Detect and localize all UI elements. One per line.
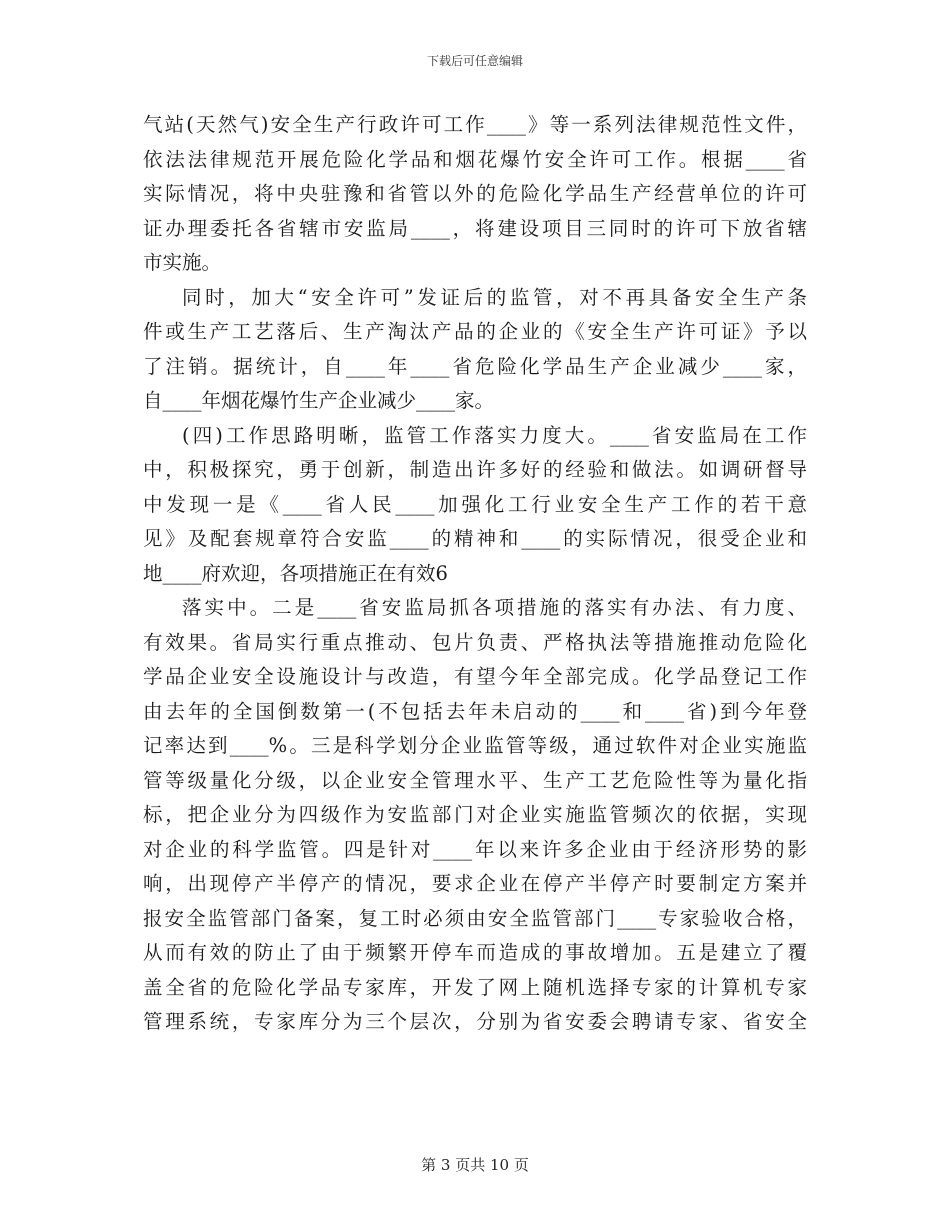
text-line: (四)工作思路明晰，监管工作落实力度大。____省安监局在工作 — [182, 423, 807, 447]
text-line: 对企业的科学监管。四是针对____年以来许多企业由于经济形势的影 — [143, 837, 807, 861]
text-line: 报安全监管部门备案，复工时必须由安全监管部门____专家验收合格， — [143, 906, 807, 930]
text-line: 了注销。据统计，自____年____省危险化学品生产企业减少____家， — [143, 354, 807, 378]
document-body — [143, 108, 807, 1040]
text-line: 依法法律规范开展危险化学品和烟花爆竹安全许可工作。根据____省 — [143, 147, 807, 171]
text-line: 自____年烟花爆竹生产企业减少____家。 — [143, 389, 495, 412]
text-line: 中，积极探究，勇于创新，制造出许多好的经验和做法。如调研督导 — [143, 458, 807, 481]
page-number-footer: 第 3 页共 10 页 — [421, 1156, 529, 1174]
text-line: 件或生产工艺落后、生产淘汰产品的企业的《安全生产许可证》予以 — [143, 320, 807, 343]
text-line: 有效果。省局实行重点推动、包片负责、严格执法等措施推动危险化 — [143, 630, 807, 654]
text-line: 管理系统，专家库分为三个层次，分别为省安委会聘请专家、省安全 — [143, 1010, 807, 1033]
text-line: 由去年的全国倒数第一(不包括去年未启动的____和____省)到今年登 — [143, 699, 807, 723]
text-line: 证办理委托各省辖市安监局____，将建设项目三同时的许可下放省辖 — [143, 216, 807, 240]
text-line: 学品企业安全设施设计与改造，有望今年全部完成。化学品登记工作 — [143, 665, 807, 688]
text-line: 响，出现停产半停产的情况，要求企业在停产半停产时要制定方案并 — [143, 872, 807, 895]
text-line: 从而有效的防止了由于频繁开停车而造成的事故增加。五是建立了覆 — [143, 941, 807, 964]
text-line: 管等级量化分级，以企业安全管理水平、生产工艺危险性等为量化指 — [143, 768, 807, 792]
text-line: 盖全省的危险化学品专家库，开发了网上随机选择专家的计算机专家 — [143, 975, 807, 999]
text-line: 气站(天然气)安全生产行政许可工作____》等一系列法律规范性文件， — [143, 113, 807, 136]
text-line: 标，把企业分为四级作为安监部门对企业实施监管频次的依据，实现 — [143, 803, 807, 826]
text-line: 中发现一是《____省人民____加强化工行业安全生产工作的若干意 — [143, 492, 807, 516]
text-line: 市实施。 — [143, 251, 222, 274]
text-line: 实际情况，将中央驻豫和省管以外的危险化学品生产经营单位的许可 — [143, 182, 807, 205]
text-line: 见》及配套规章符合安监____的精神和____的实际情况，很受企业和 — [143, 527, 807, 550]
text-line: 地____府欢迎，各项措施正在有效6 — [143, 561, 448, 585]
page-header: 下载后可任意编辑 — [426, 54, 523, 68]
text-line: 记率达到____%。三是科学划分企业监管等级，通过软件对企业实施监 — [143, 734, 807, 757]
text-line: 落实中。二是____省安监局抓各项措施的落实有办法、有力度、 — [182, 596, 807, 619]
text-line: 同时，加大“安全许可”发证后的监管，对不再具备安全生产条 — [182, 285, 807, 309]
